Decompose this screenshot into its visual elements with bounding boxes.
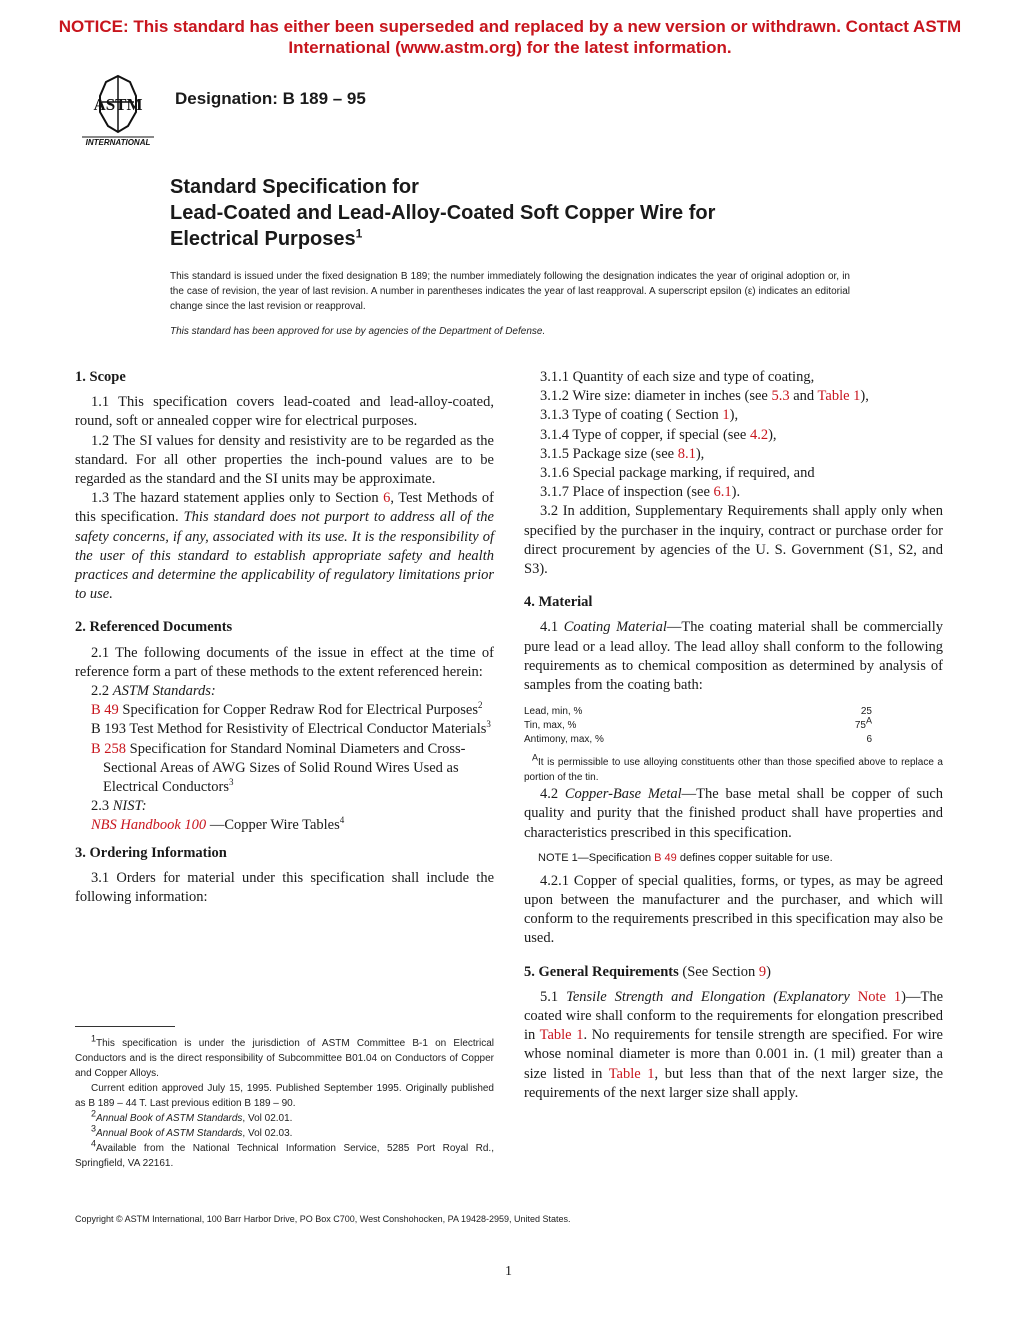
ref-b193: B 193 Test Method for Resistivity of Electrical Conductor Materials$^3$ — [91, 719, 491, 738]
link-5-3[interactable]: 5.3 — [771, 388, 790, 405]
note-1: NOTE 1—Specification B 49 defines copper suitable for use. — [538, 851, 833, 864]
fixed-designation-note: This standard is issued under the fixed designation B 189; the number immediately following the designation indicates the year of original adoption or, in the case of revision, the year of last revision. A number in parentheses indicates the year of last reapproval. A superscript epsilon (ε) indicates an editorial change since the last revision or reapproval. — [170, 271, 850, 312]
footnotes — [75, 1033, 494, 1171]
withdrawn-notice: NOTICE: This standard has either been superseded and replaced by a new version or withdrawn. Contact ASTM International (www.astm.org) for the latest information. — [58, 17, 962, 57]
table-row: Tin, max, % $75^A$ — [524, 715, 872, 732]
table-footnote: $^A$It is permissible to use alloying constituents other than those specified above to replace a portion of the tin. — [524, 752, 943, 784]
title-line-3: Electrical Purposes$^1$ — [170, 226, 363, 250]
ref-b49: B 49 Specification for Copper Redraw Rod for Electrical Purposes$^2$ — [91, 700, 483, 719]
para-1-3: 1.3 The hazard statement applies only to Section 6, Test Methods of this specification. This standard does not purport to address all of the safety concerns, if any, associated with its use. It is the responsibility of the user of this standard to establish appropriate safety and health practices and determine the applicability of regulatory limitations prior to use. — [75, 490, 494, 603]
link-b49-note[interactable]: B 49 — [654, 851, 677, 864]
link-note-1[interactable]: Note 1 — [857, 988, 902, 1005]
title-footnote-ref[interactable]: 1 — [355, 226, 363, 241]
item-3-1-2: 3.1.2 Wire size: diameter in inches (see 5.3 and Table 1), — [540, 388, 869, 405]
link-6-1[interactable]: 6.1 — [713, 484, 732, 501]
title-line-2: Lead-Coated and Lead-Alloy-Coated Soft Copper Wire for — [170, 202, 716, 224]
document-title — [170, 174, 715, 252]
para-5-1: 5.1 Tensile Strength and Elongation (Explanatory Note 1)—The coated wire shall conform to the requirements for elongation prescribed in Table 1. No requirements for tensile strength are specified. For wire whose nominal diameter is more than 0.001 in. (1 mil) greater than a size listed in Table 1, but less than that of the next larger size, the requirements of the next larger size shall apply. — [524, 988, 944, 1101]
para-2-2: 2.2 ASTM Standards: — [91, 683, 216, 700]
para-2-3: 2.3 NIST: — [91, 798, 147, 815]
para-3-1: 3.1 Orders for material under this specification shall include the following information: — [75, 869, 494, 906]
ref-nbs-handbook: NBS Handbook 100 —Copper Wire Tables$^4$ — [91, 815, 345, 834]
section-5-heading: 5. General Requirements (See Section 9) — [524, 963, 772, 980]
link-nbs-handbook[interactable]: NBS Handbook 100 — [91, 817, 207, 834]
link-section-6[interactable]: 6 — [383, 490, 391, 507]
designation: Designation: B 189 – 95 — [175, 89, 366, 108]
copyright: Copyright © ASTM International, 100 Barr Harbor Drive, PO Box C700, West Conshohocken, PA 19428-2959, United States. — [75, 1214, 571, 1224]
item-3-1-5: 3.1.5 Package size (see 8.1), — [540, 445, 705, 462]
footnote-1: $^1$This specification is under the jurisdiction of ASTM Committee B-1 on Electrical Conductors and is the direct responsibility of Subcommittee B01.04 on Conductors of Copper and Copper Alloys. — [75, 1033, 494, 1079]
item-3-1-3: 3.1.3 Type of coating ( Section 1), — [540, 407, 739, 424]
composition-table — [524, 705, 943, 747]
item-3-1-7: 3.1.7 Place of inspection (see 6.1). — [540, 484, 741, 501]
item-3-1-6: 3.1.6 Special package marking, if required, and — [540, 465, 815, 482]
section-1-heading: 1. Scope — [75, 369, 126, 385]
link-section-1[interactable]: 1 — [722, 407, 730, 424]
footnote-1-edition: Current edition approved July 15, 1995. Published September 1995. Originally published as B 189 – 44 T. Last previous edition B 189 – 90. — [75, 1083, 494, 1109]
para-4-2: 4.2 Copper-Base Metal—The base metal shall be copper of such quality and purity that the finished product shall have properties and characteristics prescribed in this specification. — [524, 786, 944, 841]
left-column — [75, 368, 494, 907]
logo-subtext: INTERNATIONAL — [85, 138, 151, 147]
title-line-1: Standard Specification for — [170, 176, 419, 198]
table-row: Antimony, max, % 6 — [524, 734, 872, 746]
link-table-1[interactable]: Table 1 — [817, 388, 861, 405]
para-4-1: 4.1 Coating Material—The coating material shall be commercially pure lead or a lead alloy. The lead alloy shall conform to the following requirements as to chemical composition as determined by analysis of samples from the coating bath: — [524, 619, 943, 694]
section-2-heading: 2. Referenced Documents — [75, 619, 233, 636]
link-b49[interactable]: B 49 — [91, 702, 119, 719]
table-row: Lead, min, % 25 — [524, 706, 872, 718]
footnote-divider — [75, 1026, 175, 1027]
page-number: 1 — [505, 1264, 512, 1279]
item-3-1-1: 3.1.1 Quantity of each size and type of coating, — [540, 369, 815, 385]
para-1-1: 1.1 This specification covers lead-coated and lead-alloy-coated, round, soft or annealed copper wire for electrical purposes. — [75, 394, 494, 430]
astm-logo-icon — [76, 72, 160, 150]
link-table-1-c[interactable]: Table 1 — [608, 1065, 655, 1082]
link-4-2[interactable]: 4.2 — [749, 426, 769, 443]
footnote-3: $^3$Annual Book of ASTM Standards, Vol 02.03. — [91, 1123, 293, 1139]
link-table-1-b[interactable]: Table 1 — [539, 1027, 584, 1044]
para-4-2-1: 4.2.1 Copper of special qualities, forms, or types, as may be agreed upon between the manufacturer and the purchaser, and which will conform to the requirements prescribed in this specification may also be used. — [524, 872, 943, 947]
logo-text: ASTM — [93, 95, 143, 114]
link-section-9[interactable]: 9 — [758, 963, 767, 980]
footnote-4: $^4$Available from the National Technical Information Service, 5285 Port Royal Rd., Springfield, VA 22161. — [75, 1138, 494, 1169]
section-4-heading: 4. Material — [524, 594, 593, 611]
para-3-2: 3.2 In addition, Supplementary Requirements shall apply only when specified by the purchaser in the inquiry, contract or purchase order for direct procurement by agencies of the U. S. Government (S1, S2, and S3). — [524, 503, 943, 578]
para-2-1: 2.1 The following documents of the issue in effect at the time of reference form a part of these methods to the extent referenced herein: — [75, 644, 494, 680]
link-8-1[interactable]: 8.1 — [677, 445, 696, 462]
astm-logo — [76, 72, 160, 150]
ref-b258: B 258 Specification for Standard Nominal Diameters and Cross-Sectional Areas of AWG Sizes of Solid Round Wires Used as Electrical Conductors$^3$ — [91, 740, 466, 796]
para-1-2: 1.2 The SI values for density and resistivity are to be regarded as the standard. For all other properties the inch-pound values are to be regarded as the standard and the SI units may be approximate. — [75, 432, 494, 488]
item-3-1-4: 3.1.4 Type of copper, if special (see 4.2), — [540, 426, 777, 443]
footnote-2: $^2$Annual Book of ASTM Standards, Vol 02.01. — [91, 1108, 293, 1124]
dod-approval-note: This standard has been approved for use by agencies of the Department of Defense. — [170, 326, 546, 337]
link-b258[interactable]: B 258 — [91, 740, 127, 757]
right-column — [524, 368, 943, 1103]
section-3-heading: 3. Ordering Information — [75, 844, 227, 861]
